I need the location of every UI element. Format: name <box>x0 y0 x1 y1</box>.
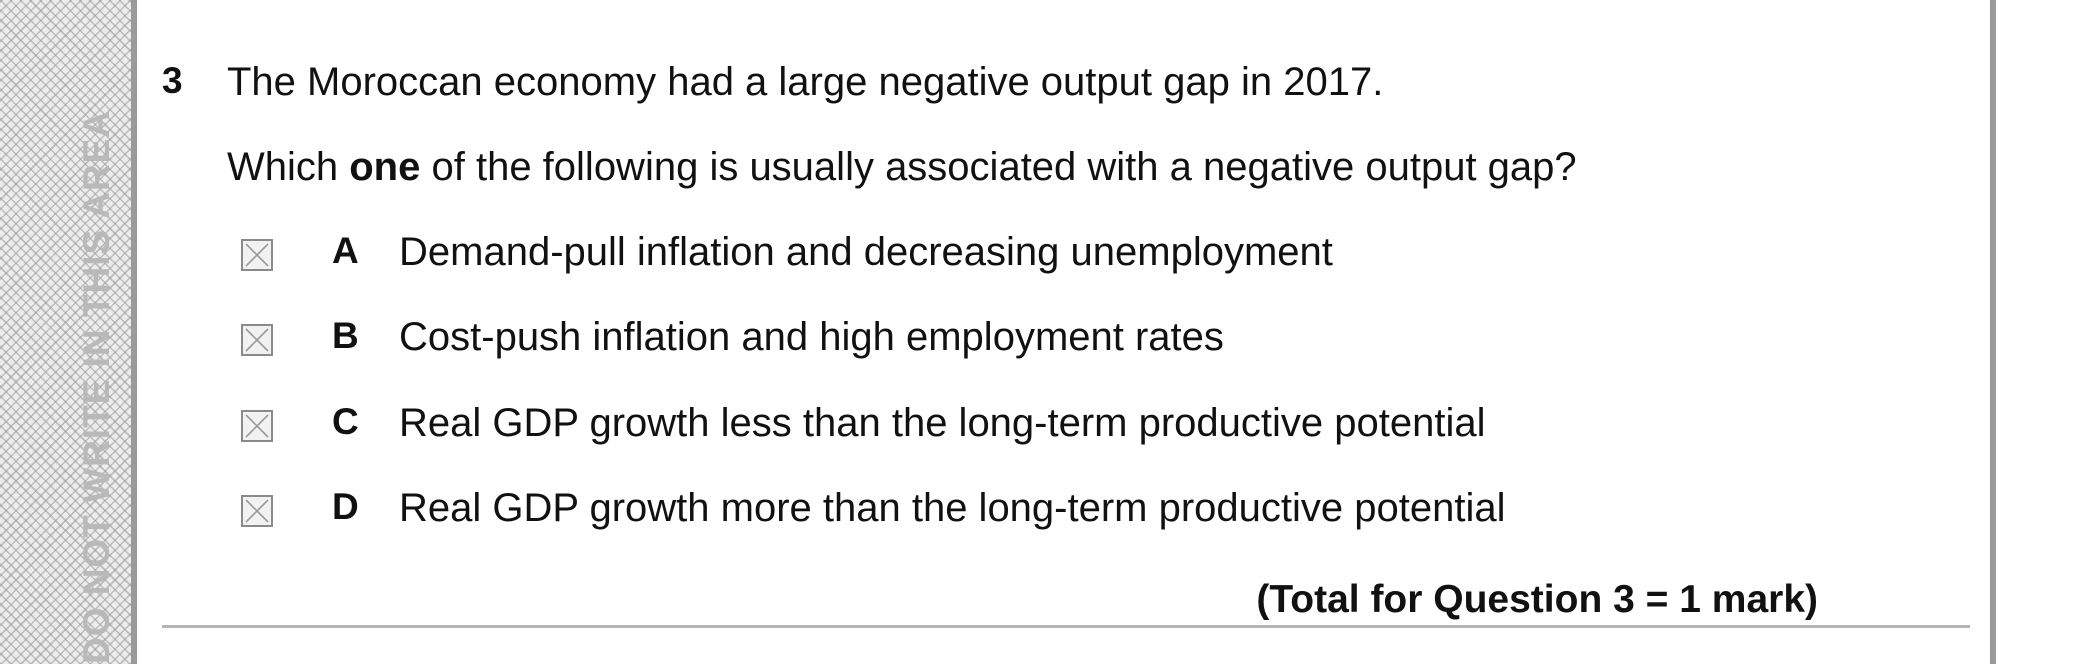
option-d-letter: D <box>332 486 359 527</box>
option-d <box>0 486 1990 546</box>
option-a-checkbox[interactable] <box>241 239 273 271</box>
prompt-text-after: of the following is usually associated with a negative output gap? <box>420 145 1577 189</box>
option-b-text: Cost-push inflation and high employment rates <box>399 315 1224 359</box>
option-d-checkbox[interactable] <box>241 495 273 527</box>
checkbox-cross-icon <box>245 328 269 352</box>
option-a <box>0 230 1990 290</box>
section-divider <box>162 625 1970 628</box>
option-c-text: Real GDP growth less than the long-term productive potential <box>399 401 1486 445</box>
question-prompt <box>227 145 1577 190</box>
option-b-letter: B <box>332 315 359 356</box>
question-total-marks: (Total for Question 3 = 1 mark) <box>1256 578 1818 621</box>
checkbox-cross-icon <box>245 499 269 523</box>
option-c-checkbox[interactable] <box>241 410 273 442</box>
option-a-letter: A <box>332 230 359 271</box>
option-c <box>0 401 1990 461</box>
prompt-emphasis: one <box>349 145 421 189</box>
question-stem: The Moroccan economy had a large negative output gap in 2017. <box>227 60 1384 104</box>
checkbox-cross-icon <box>245 414 269 438</box>
question-number: 3 <box>162 60 183 101</box>
checkbox-cross-icon <box>245 243 269 267</box>
right-margin <box>1996 0 2076 664</box>
option-b-checkbox[interactable] <box>241 324 273 356</box>
do-not-write-notice: DO NOT WRITE IN THIS AREA <box>76 110 117 664</box>
option-d-text: Real GDP growth more than the long-term productive potential <box>399 486 1506 530</box>
prompt-text-before: Which <box>227 145 350 189</box>
option-c-letter: C <box>332 401 359 442</box>
option-b <box>0 315 1990 375</box>
option-a-text: Demand-pull inflation and decreasing unemployment <box>399 230 1333 274</box>
